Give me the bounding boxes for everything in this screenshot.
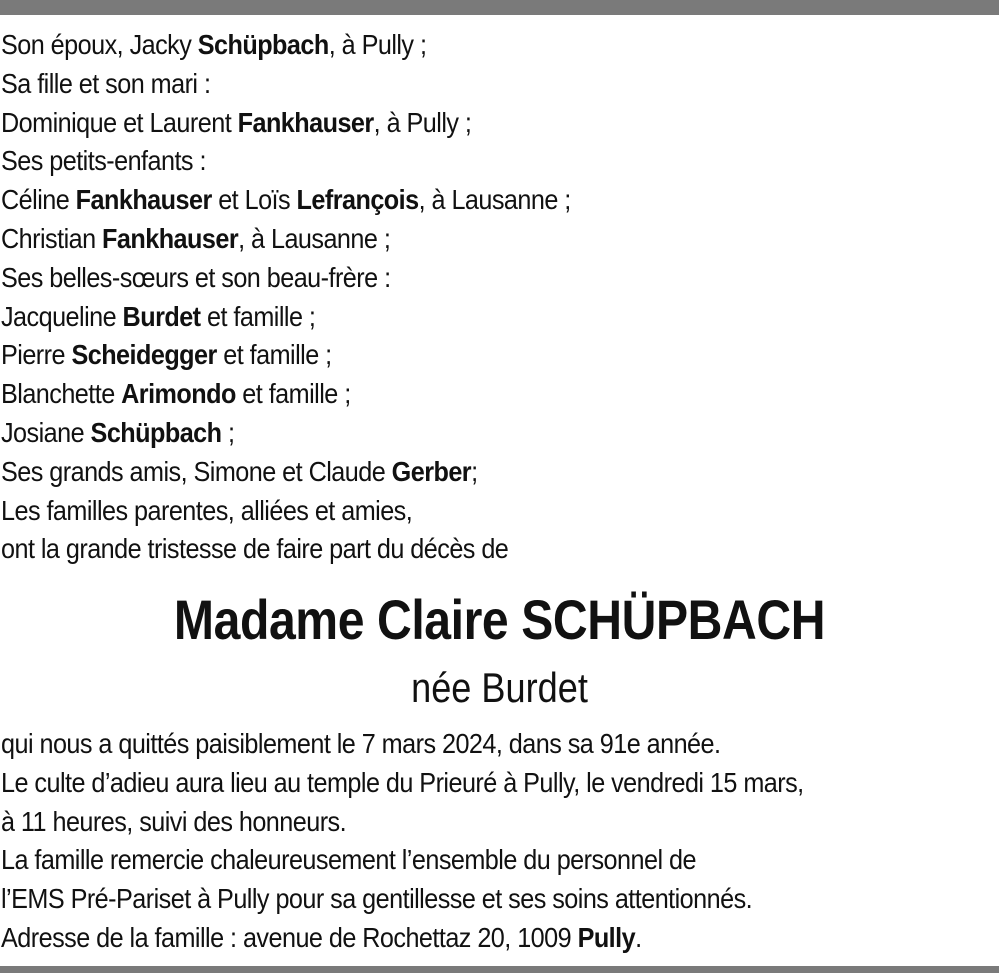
surname: Burdet	[122, 300, 201, 332]
detail-line	[1, 919, 892, 958]
text-segment: et famille ;	[235, 378, 351, 410]
detail-line	[1, 841, 892, 880]
bottom-rule	[0, 966, 999, 973]
surname: Schüpbach	[90, 416, 222, 448]
detail-line	[1, 764, 892, 803]
family-line	[1, 530, 892, 569]
text-segment: Christian	[1, 222, 103, 254]
text-segment: Josiane	[1, 416, 91, 448]
family-line	[1, 26, 892, 65]
family-line	[1, 65, 892, 104]
text-segment: , à Lausanne ;	[418, 184, 571, 216]
text-segment: .	[635, 921, 642, 953]
text-segment: ;	[221, 416, 235, 448]
announcement-details	[1, 725, 892, 958]
surname: Arimondo	[121, 378, 236, 410]
text-segment: Adresse de la famille : avenue de Rochettaz 20, 1009	[1, 921, 578, 953]
text-segment: Ses grands amis, Simone et Claude	[1, 455, 392, 487]
detail-line	[1, 725, 892, 764]
text-segment: Les familles parentes, alliées et amies,	[1, 494, 413, 526]
text-segment: Sa fille et son mari :	[1, 67, 211, 99]
text-segment: Ses belles-sœurs et son beau-frère :	[1, 261, 391, 293]
text-segment: Le culte d’adieu aura lieu au temple du Prieuré à Pully, le vendredi 15 mars,	[1, 766, 804, 798]
family-line	[1, 259, 892, 298]
family-line	[1, 375, 892, 414]
text-segment: et famille ;	[216, 339, 332, 371]
surname: Fankhauser	[75, 184, 212, 216]
surname: Fankhauser	[237, 106, 374, 138]
text-segment: , à Lausanne ;	[238, 222, 391, 254]
text-segment: Son époux, Jacky	[1, 29, 198, 60]
top-rule	[0, 0, 999, 15]
family-line	[1, 492, 892, 531]
text-segment: Céline	[1, 184, 76, 216]
text-segment: Dominique et Laurent	[1, 106, 238, 138]
family-line	[1, 414, 892, 453]
deceased-name: Madame Claire SCHÜPBACH	[173, 588, 826, 651]
text-segment: qui nous a quittés paisiblement le 7 mars 2024, dans sa 91e année.	[1, 728, 721, 759]
text-segment: La famille remercie chaleureusement l’ensemble du personnel de	[1, 844, 696, 876]
text-segment: Pierre	[1, 339, 72, 371]
family-list	[1, 26, 892, 569]
surname: Fankhauser	[102, 222, 239, 254]
text-segment: et famille ;	[200, 300, 316, 332]
family-line	[1, 104, 892, 143]
surname: Lefrançois	[296, 184, 419, 216]
text-segment: ;	[471, 455, 478, 487]
family-line	[1, 336, 892, 375]
text-segment: , à Pully ;	[373, 106, 472, 138]
surname: Scheidegger	[71, 339, 217, 371]
detail-line	[1, 880, 892, 919]
text-segment: à 11 heures, suivi des honneurs.	[1, 805, 347, 837]
text-segment: , à Pully ;	[328, 29, 427, 60]
maiden-name: née Burdet	[411, 664, 588, 711]
family-line	[1, 453, 892, 492]
text-segment: Ses petits-enfants :	[1, 145, 206, 177]
text-segment: et Loïs	[211, 184, 297, 216]
family-line	[1, 142, 892, 181]
family-line	[1, 220, 892, 259]
text-segment: Jacqueline	[1, 300, 123, 332]
text-segment: l’EMS Pré-Pariset à Pully pour sa gentillesse et ses soins attentionnés.	[1, 883, 753, 915]
family-line	[1, 298, 892, 337]
text-segment: Blanchette	[1, 378, 122, 410]
surname: Pully	[577, 921, 636, 953]
surname: Schüpbach	[197, 29, 329, 60]
family-line	[1, 181, 892, 220]
surname: Gerber	[391, 455, 472, 487]
text-segment: ont la grande tristesse de faire part du décès de	[1, 533, 509, 565]
detail-line	[1, 803, 892, 842]
